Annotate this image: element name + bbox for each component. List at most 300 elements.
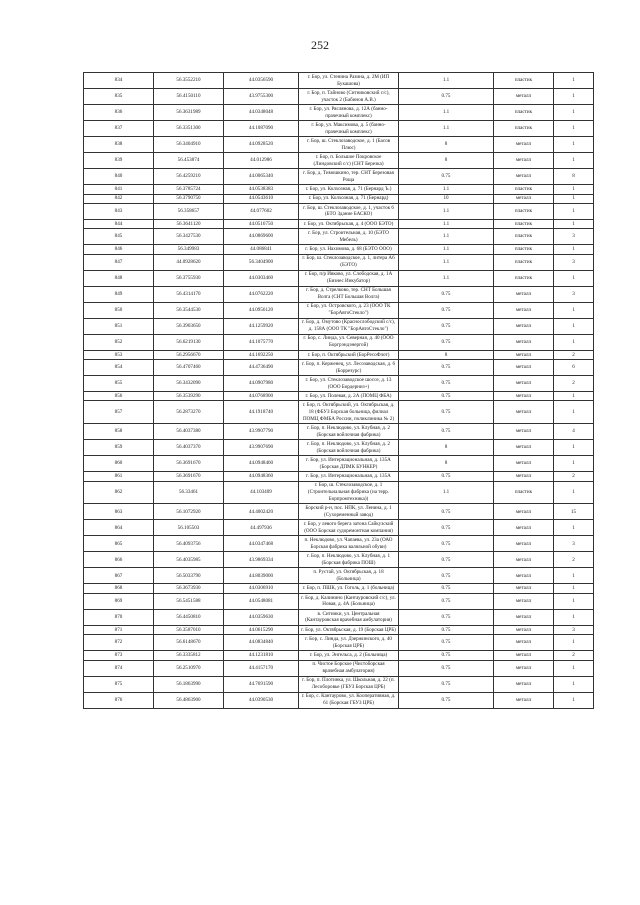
longitude-cell: 44.4157170 <box>224 660 299 676</box>
row-number-cell: 845 <box>84 229 154 245</box>
latitude-cell: 56.3404910 <box>154 137 224 153</box>
latitude-cell: 56.3427530 <box>154 229 224 245</box>
longitude-cell: 44.0303460 <box>224 270 299 286</box>
table-row <box>84 245 594 254</box>
longitude-cell: 44.4002420 <box>224 504 299 520</box>
count-cell: 2 <box>554 472 594 481</box>
material-cell: пластик <box>494 481 554 504</box>
table-row <box>84 360 594 376</box>
table-row <box>84 692 594 708</box>
volume-cell: 0.75 <box>399 504 494 520</box>
volume-cell: 1.1 <box>399 105 494 121</box>
row-number-cell: 857 <box>84 401 154 424</box>
count-cell: 1 <box>554 401 594 424</box>
count-cell: 1 <box>554 392 594 401</box>
material-cell: пластик <box>494 245 554 254</box>
longitude-cell: 44.0306910 <box>224 584 299 593</box>
volume-cell: 0.75 <box>399 536 494 552</box>
address-cell: г. Бор, п. Неклюдово, ул. Клубная, д. 2 (Борская войлочная фабрика) <box>299 424 399 440</box>
row-number-cell: 848 <box>84 270 154 286</box>
volume-cell: 0.75 <box>399 635 494 651</box>
volume-cell: 1.1 <box>399 229 494 245</box>
table-row <box>84 203 594 219</box>
table-row <box>84 481 594 504</box>
latitude-cell: 44.0928620 <box>154 254 224 270</box>
address-cell: г. Бор, ул. Ряслянова, д. 12А (банно-прачечный комплекс) <box>299 105 399 121</box>
material-cell: пластик <box>494 270 554 286</box>
volume-cell: 8 <box>399 440 494 456</box>
material-cell: металл <box>494 472 554 481</box>
row-number-cell: 861 <box>84 472 154 481</box>
table-row <box>84 334 594 350</box>
longitude-cell: 44.012986 <box>224 153 299 169</box>
longitude-cell: 44.0615290 <box>224 625 299 634</box>
address-cell: г. Бор, ул. Октябрьская, д. 4 (ООО БЭТО) <box>299 219 399 228</box>
row-number-cell: 839 <box>84 153 154 169</box>
volume-cell: 1.1 <box>399 73 494 89</box>
latitude-cell: 56.4037380 <box>154 424 224 440</box>
longitude-cell: 44.1231810 <box>224 651 299 660</box>
latitude-cell: 56.33461 <box>154 481 224 504</box>
address-cell: г. Бор, ул. Стенина Разина, д. 2М (ИП Букашова) <box>299 73 399 89</box>
count-cell: 3 <box>554 625 594 634</box>
table-row <box>84 424 594 440</box>
table-row <box>84 504 594 520</box>
address-cell: г. Бор, ул. Колхозная, д. 71 (Бернард Ъ.) <box>299 185 399 194</box>
table-row <box>84 392 594 401</box>
volume-cell: 0.75 <box>399 584 494 593</box>
address-cell: г. Бор, ул. Полевая, д. 2А (ПОМЦ ФБА) <box>299 392 399 401</box>
row-number-cell: 854 <box>84 360 154 376</box>
count-cell: 1 <box>554 440 594 456</box>
longitude-cell: 44.1075770 <box>224 334 299 350</box>
longitude-cell: 44.0356590 <box>224 73 299 89</box>
count-cell: 1 <box>554 137 594 153</box>
longitude-cell: 44.8039000 <box>224 568 299 584</box>
count-cell: 1 <box>554 481 594 504</box>
address-cell: г. Бор, п. Плотинка, ул. Школьная, д. 22 (п. Лесоборовье (ГБУЗ Борская ЦРБ) <box>299 676 399 692</box>
latitude-cell: 56.3903650 <box>154 318 224 334</box>
latitude-cell: 56.3432090 <box>154 376 224 392</box>
table-row <box>84 89 594 105</box>
table-row <box>84 651 594 660</box>
longitude-cell: 44.0348048 <box>224 105 299 121</box>
latitude-cell: 56.5033790 <box>154 568 224 584</box>
count-cell: 1 <box>554 584 594 593</box>
latitude-cell: 56.4150110 <box>154 89 224 105</box>
address-cell: г. Бор, ул. Стеклозаводское шоссе, д. 13 (ООО Бордерниз+) <box>299 376 399 392</box>
longitude-cell: 44.0762220 <box>224 286 299 302</box>
address-cell: г. Бор, ул. Нахимова, д. 68 (БЭТО ООО) <box>299 245 399 254</box>
table-row <box>84 625 594 634</box>
longitude-cell: 44.0948460 <box>224 456 299 472</box>
latitude-cell: 56.358657 <box>154 203 224 219</box>
count-cell: 1 <box>554 245 594 254</box>
longitude-cell: 56.3404900 <box>224 254 299 270</box>
material-cell: металл <box>494 350 554 359</box>
count-cell: 2 <box>554 651 594 660</box>
table-row <box>84 376 594 392</box>
volume-cell: 0.75 <box>399 651 494 660</box>
material-cell: металл <box>494 651 554 660</box>
material-cell: металл <box>494 89 554 105</box>
longitude-cell: 44.1259920 <box>224 318 299 334</box>
latitude-cell: 56.4259210 <box>154 169 224 185</box>
material-cell: металл <box>494 169 554 185</box>
row-number-cell: 872 <box>84 635 154 651</box>
registry-table <box>83 72 594 709</box>
row-number-cell: 855 <box>84 376 154 392</box>
table-row <box>84 219 594 228</box>
longitude-cell: 43.9755300 <box>224 89 299 105</box>
latitude-cell: 56.3351300 <box>154 121 224 137</box>
latitude-cell: 56.1863990 <box>154 676 224 692</box>
material-cell: металл <box>494 392 554 401</box>
table-row <box>84 105 594 121</box>
count-cell: 2 <box>554 376 594 392</box>
count-cell: 1 <box>554 270 594 286</box>
address-cell: п. Рустай, ул. Октябрьская, д. 18 (Больница) <box>299 568 399 584</box>
material-cell: металл <box>494 609 554 625</box>
longitude-cell: 44.1087090 <box>224 121 299 137</box>
material-cell: металл <box>494 286 554 302</box>
longitude-cell: 44.4736490 <box>224 360 299 376</box>
row-number-cell: 864 <box>84 520 154 536</box>
material-cell: металл <box>494 504 554 520</box>
table-row <box>84 286 594 302</box>
longitude-cell: 44.0516750 <box>224 219 299 228</box>
table-row <box>84 676 594 692</box>
row-number-cell: 863 <box>84 504 154 520</box>
latitude-cell: 56.3691670 <box>154 472 224 481</box>
row-number-cell: 850 <box>84 302 154 318</box>
count-cell: 1 <box>554 456 594 472</box>
material-cell: пластик <box>494 203 554 219</box>
row-number-cell: 844 <box>84 219 154 228</box>
row-number-cell: 870 <box>84 609 154 625</box>
material-cell: металл <box>494 194 554 203</box>
material-cell: металл <box>494 440 554 456</box>
count-cell: 1 <box>554 73 594 89</box>
material-cell: пластик <box>494 73 554 89</box>
row-number-cell: 851 <box>84 318 154 334</box>
address-cell: г. Бор, с. Линда, ул. Северная, д. 40 (ООО Боргрэндэнергой) <box>299 334 399 350</box>
row-number-cell: 856 <box>84 392 154 401</box>
longitude-cell: 44.0834840 <box>224 635 299 651</box>
row-number-cell: 842 <box>84 194 154 203</box>
address-cell: п. Неклюдово, ул. Чапаева, ул. 23а (ОАО Борская фабрика валяльной обуви) <box>299 536 399 552</box>
table-row <box>84 270 594 286</box>
volume-cell: 1.1 <box>399 121 494 137</box>
volume-cell: 0.75 <box>399 89 494 105</box>
latitude-cell: 56.3544530 <box>154 302 224 318</box>
longitude-cell: 44.077602 <box>224 203 299 219</box>
latitude-cell: 56.4450810 <box>154 609 224 625</box>
address-cell: г. Бор, п. Неклюдово, ул. Клубная, д. 1 (Борская фабрика ПОШ) <box>299 552 399 568</box>
volume-cell: 0.75 <box>399 424 494 440</box>
row-number-cell: 853 <box>84 350 154 359</box>
longitude-cell: 44.086841 <box>224 245 299 254</box>
address-cell: г. Бор, ул. Островского, д. 23 (ООО ТК "БорАвтоСтекло") <box>299 302 399 318</box>
row-number-cell: 837 <box>84 121 154 137</box>
latitude-cell: 56.349983 <box>154 245 224 254</box>
latitude-cell: 56.4093756 <box>154 536 224 552</box>
material-cell: металл <box>494 660 554 676</box>
longitude-cell: 44.0359630 <box>224 609 299 625</box>
count-cell: 1 <box>554 89 594 105</box>
longitude-cell: 44.1918740 <box>224 401 299 424</box>
count-cell: 1 <box>554 609 594 625</box>
material-cell: металл <box>494 625 554 634</box>
volume-cell: 1.1 <box>399 203 494 219</box>
count-cell: 1 <box>554 568 594 584</box>
material-cell: пластик <box>494 254 554 270</box>
address-cell: г. Бор, ул. Строительная, д. 10 (БЭТО Мебель) <box>299 229 399 245</box>
latitude-cell: 56.105503 <box>154 520 224 536</box>
row-number-cell: 843 <box>84 203 154 219</box>
longitude-cell: 44.0869600 <box>224 229 299 245</box>
row-number-cell: 869 <box>84 593 154 609</box>
longitude-cell: 44.103409 <box>224 481 299 504</box>
address-cell: г. Бор, п. Неклюдово, ул. Клубная, д. 2 (Борская войлочная фабрика) <box>299 440 399 456</box>
longitude-cell: 44.0948360 <box>224 472 299 481</box>
volume-cell: 0.75 <box>399 286 494 302</box>
count-cell: 6 <box>554 360 594 376</box>
table-row <box>84 350 594 359</box>
count-cell: 1 <box>554 692 594 708</box>
address-cell: г. Бор, д. Стрелково, тер. СНТ Большая Волга (СНТ Большая Волга) <box>299 286 399 302</box>
material-cell: металл <box>494 568 554 584</box>
material-cell: пластик <box>494 185 554 194</box>
row-number-cell: 852 <box>84 334 154 350</box>
address-cell: г. Бор, д. Калинино (Кантауровский с/с), ул. Новая, д. 4А (Больница) <box>299 593 399 609</box>
table-row <box>84 456 594 472</box>
latitude-cell: 56.6148670 <box>154 635 224 651</box>
latitude-cell: 56.3631989 <box>154 105 224 121</box>
volume-cell: 0.75 <box>399 625 494 634</box>
count-cell: 1 <box>554 635 594 651</box>
material-cell: металл <box>494 137 554 153</box>
table-row <box>84 185 594 194</box>
count-cell: 1 <box>554 676 594 692</box>
latitude-cell: 56.3673930 <box>154 584 224 593</box>
volume-cell: 8 <box>399 153 494 169</box>
volume-cell: 0.75 <box>399 376 494 392</box>
table-row <box>84 593 594 609</box>
address-cell: п. Чистое Борское (Чистоборская врачебная амбулатория) <box>299 660 399 676</box>
count-cell: 1 <box>554 593 594 609</box>
count-cell: 1 <box>554 334 594 350</box>
count-cell: 1 <box>554 203 594 219</box>
row-number-cell: 858 <box>84 424 154 440</box>
address-cell: г. Бор, п. ПШК, ул. Гоголь, д. 1 (больница) <box>299 584 399 593</box>
volume-cell: 10 <box>399 194 494 203</box>
count-cell: 3 <box>554 229 594 245</box>
material-cell: металл <box>494 635 554 651</box>
volume-cell: 0.75 <box>399 660 494 676</box>
count-cell: 1 <box>554 153 594 169</box>
row-number-cell: 873 <box>84 651 154 660</box>
volume-cell: 0.75 <box>399 302 494 318</box>
row-number-cell: 840 <box>84 169 154 185</box>
material-cell: металл <box>494 536 554 552</box>
count-cell: 3 <box>554 254 594 270</box>
table-row <box>84 584 594 593</box>
volume-cell: 8 <box>399 350 494 359</box>
volume-cell: 1.1 <box>399 219 494 228</box>
volume-cell: 0.75 <box>399 401 494 424</box>
count-cell: 1 <box>554 302 594 318</box>
row-number-cell: 835 <box>84 89 154 105</box>
material-cell: металл <box>494 401 554 424</box>
material-cell: пластик <box>494 121 554 137</box>
volume-cell: 1.1 <box>399 254 494 270</box>
longitude-cell: 43.9907690 <box>224 440 299 456</box>
longitude-cell: 44.0548081 <box>224 593 299 609</box>
latitude-cell: 56.3785724 <box>154 185 224 194</box>
latitude-cell: 56.3587010 <box>154 625 224 634</box>
longitude-cell: 44.0907980 <box>224 376 299 392</box>
row-number-cell: 867 <box>84 568 154 584</box>
count-cell: 1 <box>554 660 594 676</box>
row-number-cell: 846 <box>84 245 154 254</box>
volume-cell: 0.75 <box>399 692 494 708</box>
volume-cell: 0.75 <box>399 472 494 481</box>
address-cell: г. Бор, ул. Октябрьская, д. 19 (Борская ЦРБ) <box>299 625 399 634</box>
material-cell: металл <box>494 456 554 472</box>
count-cell: 2 <box>554 552 594 568</box>
table-row <box>84 440 594 456</box>
table-row <box>84 153 594 169</box>
address-cell: г. Бор, д. Тимошкино, тер. СНТ Березовая Роща <box>299 169 399 185</box>
address-cell: г. Бор, п/р Ивково, ул. Слободская, д. 1А (Бизнес Инкубатор) <box>299 270 399 286</box>
address-cell: г. Бор, п. Тайново (Ситниковский с/с), участок 2 (Бабинов А.В.) <box>299 89 399 105</box>
latitude-cell: 56.4035985 <box>154 552 224 568</box>
address-cell: Борский р-н, пос. НПК, ул. Ленина, д. 1 (Сухоременный завод) <box>299 504 399 520</box>
table-row <box>84 229 594 245</box>
address-cell: г. Бор, с. Кантаурово, ул. Кооперативная, д. 61 (Борская ГБУЗ ЦРБ) <box>299 692 399 708</box>
row-number-cell: 874 <box>84 660 154 676</box>
address-cell: г. Бор, п. Октябрьский, ул. Октябрьская, д. 18 (ФБУЗ Борская больница, филиал ПОМЦ ФМБА России, поликлиника № 2) <box>299 401 399 424</box>
volume-cell: 8 <box>399 456 494 472</box>
row-number-cell: 859 <box>84 440 154 456</box>
table-row <box>84 536 594 552</box>
count-cell: 4 <box>554 424 594 440</box>
volume-cell: 0.75 <box>399 520 494 536</box>
longitude-cell: 44.1692250 <box>224 350 299 359</box>
row-number-cell: 838 <box>84 137 154 153</box>
row-number-cell: 834 <box>84 73 154 89</box>
longitude-cell: 44.0065340 <box>224 169 299 185</box>
table-row <box>84 302 594 318</box>
volume-cell: 0.75 <box>399 552 494 568</box>
longitude-cell: 44.0928520 <box>224 137 299 153</box>
address-cell: г. Бор, ул. Максимова, д. 5 (банно-прачечный комплекс) <box>299 121 399 137</box>
volume-cell: 0.75 <box>399 169 494 185</box>
table-row <box>84 520 594 536</box>
longitude-cell: 44.0543610 <box>224 194 299 203</box>
volume-cell: 1.1 <box>399 481 494 504</box>
row-number-cell: 847 <box>84 254 154 270</box>
latitude-cell: 56.3691670 <box>154 456 224 472</box>
volume-cell: 1.1 <box>399 185 494 194</box>
address-cell: г. Бор, с. Линда, ул. Дзержинского, д. 40 (Борская ЦРБ) <box>299 635 399 651</box>
table-row <box>84 609 594 625</box>
address-cell: г. Бор, ул. Колхозная, д. 71 (Бернард) <box>299 194 399 203</box>
count-cell: 1 <box>554 318 594 334</box>
material-cell: металл <box>494 424 554 440</box>
table-row <box>84 635 594 651</box>
table-row <box>84 318 594 334</box>
material-cell: металл <box>494 692 554 708</box>
longitude-cell: 44.0390530 <box>224 692 299 708</box>
address-cell: г. Бор, ул. Интернациональная, д. 135А (Борская ДПМК БУНКЕР) <box>299 456 399 472</box>
volume-cell: 0.75 <box>399 593 494 609</box>
material-cell: пластик <box>494 105 554 121</box>
longitude-cell: 43.9907790 <box>224 424 299 440</box>
row-number-cell: 860 <box>84 456 154 472</box>
row-number-cell: 836 <box>84 105 154 121</box>
latitude-cell: 56.3755930 <box>154 270 224 286</box>
address-cell: г. Бор, ш. Стеклозаводское, д. 1, участок 6 (БТО Здание БАСКО) <box>299 203 399 219</box>
row-number-cell: 862 <box>84 481 154 504</box>
count-cell: 1 <box>554 105 594 121</box>
count-cell: 1 <box>554 185 594 194</box>
latitude-cell: 56.4314170 <box>154 286 224 302</box>
latitude-cell: 56.2873270 <box>154 401 224 424</box>
volume-cell: 0.75 <box>399 360 494 376</box>
count-cell: 3 <box>554 286 594 302</box>
volume-cell: 0.75 <box>399 568 494 584</box>
table-row <box>84 194 594 203</box>
latitude-cell: 56.3641120 <box>154 219 224 228</box>
row-number-cell: 849 <box>84 286 154 302</box>
count-cell: 1 <box>554 121 594 137</box>
material-cell: пластик <box>494 229 554 245</box>
table-row <box>84 137 594 153</box>
latitude-cell: 56.453874 <box>154 153 224 169</box>
address-cell: г. Бор, ул. Энгельса, д. 2 (Больница) <box>299 651 399 660</box>
material-cell: металл <box>494 318 554 334</box>
latitude-cell: 56.3790750 <box>154 194 224 203</box>
material-cell: пластик <box>494 219 554 228</box>
address-cell: г. Бор, ул. Интернациональная, д. 135А <box>299 472 399 481</box>
address-cell: г. Бор, д. Омутово (Краснослободский с/с), д. 158А (ООО ТК "БорАвтоСтекло") <box>299 318 399 334</box>
longitude-cell: 44.0538383 <box>224 185 299 194</box>
table-row <box>84 472 594 481</box>
latitude-cell: 56.2956670 <box>154 350 224 359</box>
row-number-cell: 866 <box>84 552 154 568</box>
volume-cell: 0.75 <box>399 609 494 625</box>
material-cell: металл <box>494 520 554 536</box>
volume-cell: 1.1 <box>399 270 494 286</box>
longitude-cell: 43.9869334 <box>224 552 299 568</box>
latitude-cell: 56.3552210 <box>154 73 224 89</box>
page-number: 252 <box>311 38 329 52</box>
address-cell: г. Бор, ш. Стеклозаводское, д. 1 (Басов Плюс) <box>299 137 399 153</box>
material-cell: металл <box>494 584 554 593</box>
count-cell: 3 <box>554 536 594 552</box>
material-cell: металл <box>494 676 554 692</box>
table-row <box>84 169 594 185</box>
table-row <box>84 552 594 568</box>
count-cell: 8 <box>554 169 594 185</box>
longitude-cell: 44.497936 <box>224 520 299 536</box>
count-cell: 1 <box>554 520 594 536</box>
latitude-cell: 56.3335812 <box>154 651 224 660</box>
row-number-cell: 841 <box>84 185 154 194</box>
table-row <box>84 73 594 89</box>
